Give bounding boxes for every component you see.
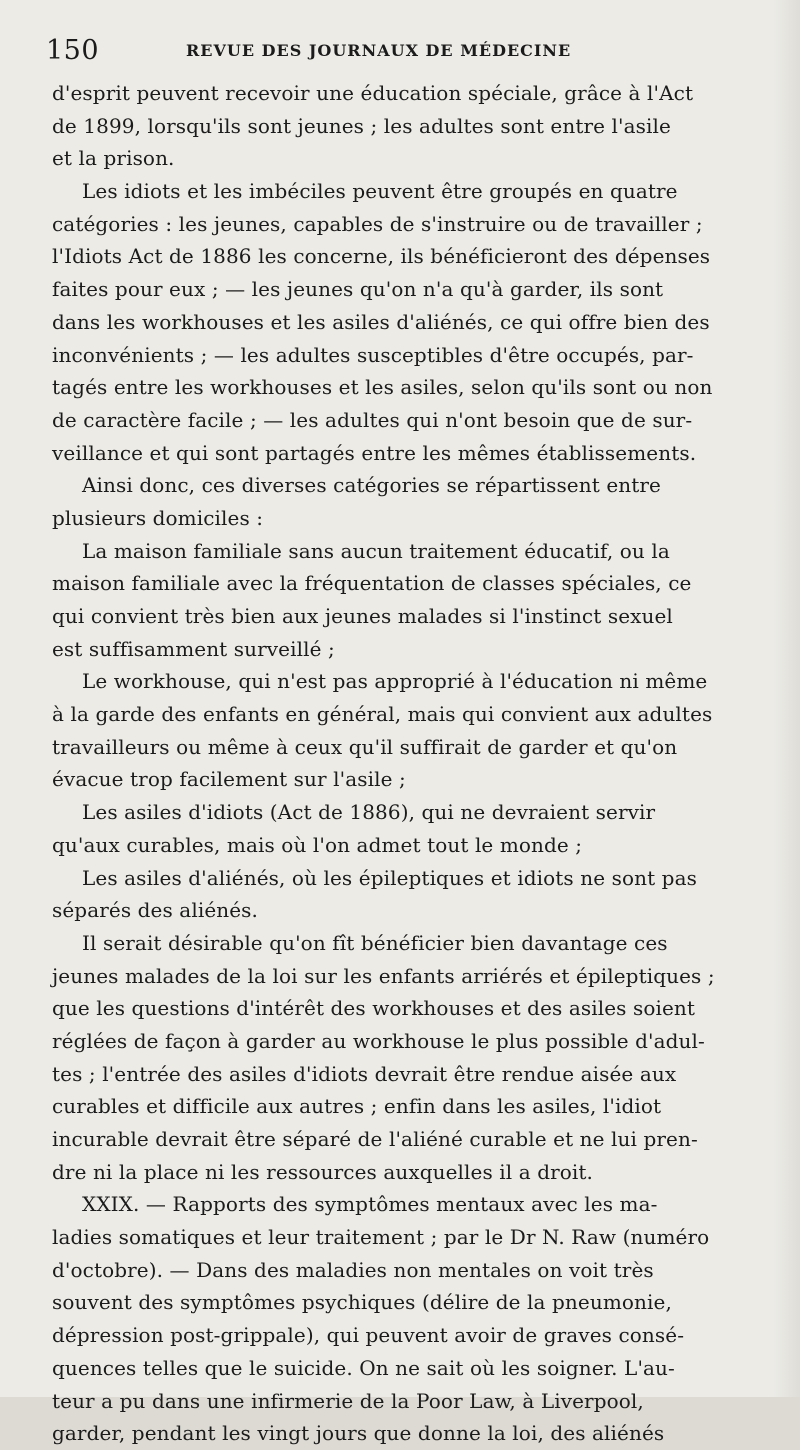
body-line: catégories : les jeunes, capables de s'instruire ou de travailler ; [52, 211, 703, 236]
body-line: Les idiots et les imbéciles peuvent être groupés en quatre [82, 179, 678, 204]
body-line: maison familiale avec la fréquentation de classes spéciales, ce [52, 571, 692, 596]
body-line: travailleurs ou même à ceux qu'il suffirait de garder et qu'on [52, 734, 678, 759]
page-header [46, 36, 766, 76]
body-line: inconvénients ; — les adultes susceptibles d'être occupés, par- [52, 342, 694, 367]
body-line: ladies somatiques et leur traitement ; par le Dr N. Raw (numéro [52, 1225, 710, 1250]
body-line: que les questions d'intérêt des workhouses et des asiles soient [52, 996, 696, 1021]
body-line: dre ni la place ni les ressources auxquelles il a droit. [52, 1159, 594, 1184]
body-line: Le workhouse, qui n'est pas approprié à l'éducation ni même [82, 669, 708, 694]
body-line: curables et difficile aux autres ; enfin dans les asiles, l'idiot [52, 1094, 662, 1119]
body-line: teur a pu dans une infirmerie de la Poor Law, à Liverpool, [52, 1388, 644, 1413]
body-line: à la garde des enfants en général, mais qui convient aux adultes [52, 702, 713, 727]
body-line: dépression post-grippale), qui peuvent avoir de graves consé- [52, 1323, 685, 1348]
body-line: quences telles que le suicide. On ne sait où les soigner. L'au- [52, 1355, 675, 1380]
body-line: souvent des symptômes psychiques (délire de la pneumonie, [52, 1290, 672, 1315]
body-line: jeunes malades de la loi sur les enfants arriérés et épileptiques ; [52, 963, 715, 988]
page-number: 150 [46, 35, 100, 66]
body-line: XXIX. — Rapports des symptômes mentaux avec les ma- [82, 1192, 658, 1217]
body-line: La maison familiale sans aucun traitement éducatif, ou la [82, 538, 670, 563]
body-line: d'octobre). — Dans des maladies non mentales on voit très [52, 1257, 654, 1282]
body-line: tes ; l'entrée des asiles d'idiots devrait être rendue aisée aux [52, 1061, 677, 1086]
body-line: incurable devrait être séparé de l'aliéné curable et ne lui pren- [52, 1127, 698, 1151]
running-head: REVUE DES JOURNAUX DE MÉDECINE [186, 41, 572, 60]
body-line: est suffisamment surveillé ; [52, 636, 335, 661]
body-line: Il serait désirable qu'on fît bénéficier bien davantage ces [82, 930, 668, 955]
body-line: Les asiles d'idiots (Act de 1886), qui ne devraient servir [82, 800, 656, 825]
body-line: et la prison. [52, 146, 175, 171]
body-line: réglées de façon à garder au workhouse le plus possible d'adul- [52, 1028, 705, 1053]
body-line: qui convient très bien aux jeunes malades si l'instinct sexuel [52, 604, 673, 628]
body-line: garder, pendant les vingt jours que donne la loi, des aliénés [52, 1421, 665, 1446]
body-line: qu'aux curables, mais où l'on admet tout le monde ; [52, 832, 583, 857]
body-text [52, 77, 757, 1446]
body-line: l'Idiots Act de 1886 les concerne, ils bénéficieront des dépenses [52, 244, 711, 269]
body-line: séparés des aliénés. [52, 898, 258, 923]
body-line: tagés entre les workhouses et les asiles, selon qu'ils sont ou non [52, 375, 713, 400]
body-line: Les asiles d'aliénés, où les épileptiques et idiots ne sont pas [82, 865, 697, 890]
body-line: de 1899, lorsqu'ils sont jeunes ; les adultes sont entre l'asile [52, 113, 671, 138]
body-line: évacue trop facilement sur l'asile ; [52, 767, 406, 792]
body-line: Ainsi donc, ces diverses catégories se répartissent entre [82, 473, 661, 498]
body-line: dans les workhouses et les asiles d'aliénés, ce qui offre bien des [52, 309, 710, 334]
body-line: plusieurs domiciles : [52, 505, 264, 530]
body-line: veillance et qui sont partagés entre les mêmes établissements. [52, 440, 697, 465]
body-line: faites pour eux ; — les jeunes qu'on n'a qu'à garder, ils sont [52, 277, 664, 302]
body-line: d'esprit peuvent recevoir une éducation spéciale, grâce à l'Act [52, 81, 694, 105]
page-edge-shadow [774, 0, 800, 1397]
body-line: de caractère facile ; — les adultes qui n'ont besoin que de sur- [52, 407, 693, 432]
